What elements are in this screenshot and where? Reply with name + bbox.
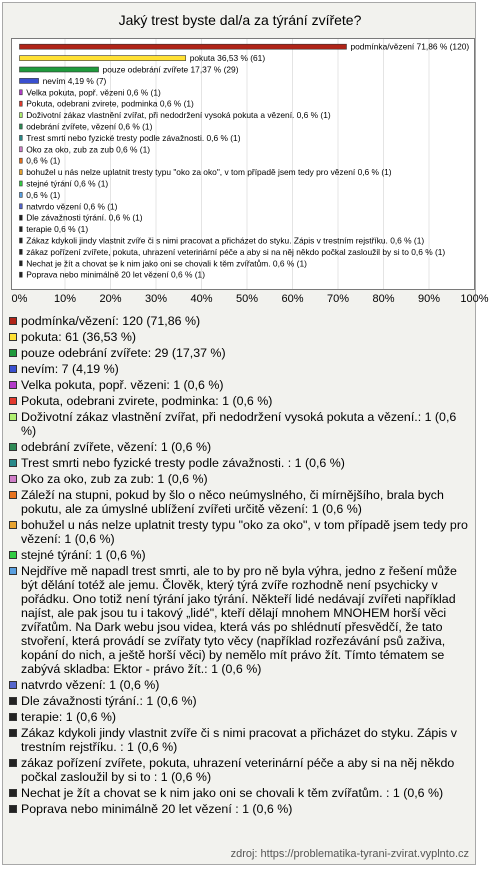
bar-label-9: Oko za oko, zub za zub 0,6 % (1) xyxy=(26,144,151,155)
x-tick-label: 100% xyxy=(460,293,489,305)
legend-label: Záleží na stupni, pokud by šlo o něco neúmyslného, či mírnějšího, brala bych pokutu, ale za úmyslné ublížení zvířeti určitě vězení: 1 (0,6 %) xyxy=(21,488,444,516)
x-tick-label: 0% xyxy=(11,293,28,305)
bar-label-12: stejné týrání 0,6 % (1) xyxy=(26,178,109,189)
legend-label: bohužel u nás nelze uplatnit tresty typu "oko za oko", v tom případě jsem tedy pro vězení: 1 (0,6 %) xyxy=(21,518,468,546)
legend-label: Velka pokuta, popř. vězeni: 1 (0,6 %) xyxy=(21,378,224,392)
x-tick-label: 40% xyxy=(190,293,213,305)
bar-11 xyxy=(20,170,23,175)
x-tick-label: 60% xyxy=(281,293,304,305)
legend-swatch xyxy=(9,729,17,737)
bar-9 xyxy=(20,147,23,152)
legend-item xyxy=(9,410,471,438)
legend-item xyxy=(9,314,471,328)
bar-6 xyxy=(20,113,23,118)
legend-label: Zákaz kdykoli jindy vlastnit zvíře či s nimi pracovat a přicházet do styku. Zápis v trestním rejstříku. : 1 (0,6 %) xyxy=(21,726,457,754)
legend-label: Pokuta, odebrani zvirete, podminka: 1 (0,6 %) xyxy=(21,394,273,408)
legend-label: terapie: 1 (0,6 %) xyxy=(21,710,117,724)
legend-swatch xyxy=(9,551,17,559)
legend-swatch xyxy=(9,413,17,421)
chart-frame xyxy=(2,2,489,865)
bar-plot xyxy=(12,39,474,289)
plot-area xyxy=(11,38,475,290)
legend-item xyxy=(9,362,471,376)
chart-title: Jaký trest byste dal/a za týrání zvířete? xyxy=(118,12,362,28)
bar-label-1: pokuta 36,53 % (61) xyxy=(189,53,266,64)
bar-19 xyxy=(20,261,23,266)
legend-swatch xyxy=(9,805,17,813)
bar-12 xyxy=(20,181,23,186)
legend-label: pouze odebrání zvířete: 29 (17,37 %) xyxy=(21,346,226,360)
bar-2 xyxy=(20,67,99,72)
legend-swatch xyxy=(9,333,17,341)
legend-swatch xyxy=(9,381,17,389)
legend-item xyxy=(9,802,471,816)
x-tick-label: 70% xyxy=(326,293,350,305)
legend-swatch xyxy=(9,681,17,689)
legend-item xyxy=(9,346,471,360)
legend-label: natvrdo vězení: 1 (0,6 %) xyxy=(21,678,160,692)
bar-0 xyxy=(20,44,347,49)
bar-label-15: Dle závažnosti týrání. 0,6 % (1) xyxy=(26,212,143,223)
legend-item xyxy=(9,564,471,676)
legend-item xyxy=(9,548,471,562)
x-tick-label: 10% xyxy=(53,293,77,305)
bar-14 xyxy=(20,204,23,209)
legend-item xyxy=(9,678,471,692)
bar-label-5: Pokuta, odebrani zvirete, podminka 0,6 % (1) xyxy=(26,98,194,109)
x-tick-label: 20% xyxy=(99,293,122,305)
legend-item xyxy=(9,710,471,724)
legend xyxy=(9,314,471,818)
legend-swatch xyxy=(9,443,17,451)
legend-item xyxy=(9,786,471,800)
x-tick-label: 80% xyxy=(372,293,395,305)
legend-item xyxy=(9,756,471,784)
legend-item xyxy=(9,472,471,486)
legend-swatch xyxy=(9,397,17,405)
legend-swatch xyxy=(9,475,17,483)
bar-17 xyxy=(20,238,23,243)
legend-swatch xyxy=(9,759,17,767)
bar-label-4: Velka pokuta, popř. vězeni 0,6 % (1) xyxy=(26,87,161,98)
x-tick-label: 50% xyxy=(235,293,259,305)
legend-swatch xyxy=(9,459,17,467)
bar-3 xyxy=(20,78,39,83)
legend-swatch xyxy=(9,567,17,575)
bar-16 xyxy=(20,227,23,232)
legend-item xyxy=(9,330,471,344)
legend-item xyxy=(9,726,471,754)
bar-label-2: pouze odebrání zvířete 17,37 % (29) xyxy=(102,64,239,75)
legend-item xyxy=(9,488,471,516)
bar-13 xyxy=(20,192,23,197)
legend-item xyxy=(9,456,471,470)
bar-20 xyxy=(20,272,23,277)
bar-label-0: podmínka/vězení 71,86 % (120) xyxy=(350,41,470,52)
bar-label-17: Zákaz kdykoli jindy vlastnit zvíře či s nimi pracovat a přicházet do styku. Zápis v trestním rejstříku. 0,6 % (1) xyxy=(26,235,425,246)
bar-7 xyxy=(20,124,23,129)
x-axis xyxy=(3,293,489,309)
bar-4 xyxy=(20,90,23,95)
bar-label-20: Poprava nebo minimálně 20 let vězení 0,6 % (1) xyxy=(26,269,206,280)
legend-label: Nechat je žít a chovat se k nim jako oni se chovali k těm zvířatům. : 1 (0,6 %) xyxy=(21,786,444,800)
legend-label: Oko za oko, zub za zub: 1 (0,6 %) xyxy=(21,472,208,486)
x-tick-label: 90% xyxy=(417,293,441,305)
legend-swatch xyxy=(9,349,17,357)
bar-label-16: terapie 0,6 % (1) xyxy=(26,224,89,235)
bar-label-7: odebrání zvířete, vězení 0,6 % (1) xyxy=(26,121,153,132)
bar-5 xyxy=(20,101,23,106)
legend-swatch xyxy=(9,365,17,373)
legend-label: odebrání zvířete, vězení: 1 (0,6 %) xyxy=(21,440,212,454)
legend-swatch xyxy=(9,521,17,529)
bar-label-6: Doživotní zákaz vlastnění zvířat, při nedodržení vysoká pokuta a vězení. 0,6 % (1) xyxy=(26,110,331,121)
legend-label: pokuta: 61 (36,53 %) xyxy=(21,330,137,344)
legend-label: nevím: 7 (4,19 %) xyxy=(21,362,119,376)
legend-swatch xyxy=(9,317,17,325)
bar-label-19: Nechat je žít a chovat se k nim jako oni se chovali k těm zvířatům. 0,6 % (1) xyxy=(26,258,307,269)
legend-label: zákaz pořízení zvířete, pokuta, uhrazení veterinární péče a aby si na něj někdo počkal zasloužil by si to : 1 (0,6 %) xyxy=(21,756,455,784)
bar-18 xyxy=(20,249,23,254)
legend-label: Trest smrti nebo fyzické tresty podle závažnosti. : 1 (0,6 %) xyxy=(21,456,345,470)
source-credit: zdroj: https://problematika-tyrani-zvirat.vyplnto.cz xyxy=(230,848,469,860)
legend-swatch xyxy=(9,789,17,797)
legend-item xyxy=(9,694,471,708)
bar-label-18: zákaz pořízení zvířete, pokuta, uhrazení veterinární péče a aby si na něj někdo počkal zasloužil by si to 0,6 % (1) xyxy=(26,246,446,257)
legend-swatch xyxy=(9,491,17,499)
legend-item xyxy=(9,394,471,408)
legend-item xyxy=(9,378,471,392)
legend-label: podmínka/vězení: 120 (71,86 %) xyxy=(21,314,201,328)
bar-10 xyxy=(20,158,23,163)
legend-label: Dle závažnosti týrání.: 1 (0,6 %) xyxy=(21,694,197,708)
legend-label: Poprava nebo minimálně 20 let vězení : 1 (0,6 %) xyxy=(21,802,293,816)
bar-label-8: Trest smrti nebo fyzické tresty podle závažnosti. 0,6 % (1) xyxy=(26,132,241,143)
bar-label-10: 0,6 % (1) xyxy=(26,155,61,166)
legend-item xyxy=(9,518,471,546)
legend-swatch xyxy=(9,697,17,705)
bar-label-13: 0,6 % (1) xyxy=(26,189,61,200)
bar-8 xyxy=(20,135,23,140)
legend-label: Nejdříve mě napadl trest smrti, ale to by pro ně byla výhra, jedno z řešení může být dělání totéž ale jemu. Člověk, který týrá zvíře rozhodně není psychicky v pořádku. Ono totiž není týrání jako týrání. Někteří lidé nedávají zvířeti například najíst, ale pak jsou tu i takový „lidé", kteří dělají mnohem MNOHEM horší věci zvířatům. Na Dark webu jsou videa, která vás po shlédnutí přesvědčí, že tato stvoření, která provádí se zvířaty tyto věcy (například rozřezávání psů zaživa, kopání do nich, a ještě horší věci) by nemělo mít právo žít. Tímto tématem se zabývá skladba: Ektor - právo žít.: 1 (0,6 %) xyxy=(21,564,457,676)
bar-label-11: bohužel u nás nelze uplatnit tresty typu "oko za oko", v tom případě jsem tedy pro vězení 0,6 % (1) xyxy=(26,167,392,178)
bar-15 xyxy=(20,215,23,220)
x-tick-label: 30% xyxy=(144,293,168,305)
legend-label: Doživotní zákaz vlastnění zvířat, při nedodržení vysoká pokuta a vězení.: 1 (0,6 %) xyxy=(21,410,457,438)
bar-1 xyxy=(20,56,186,61)
bar-label-14: natvrdo vězení 0,6 % (1) xyxy=(26,201,118,212)
bar-label-3: nevím 4,19 % (7) xyxy=(42,75,107,86)
legend-swatch xyxy=(9,713,17,721)
legend-item xyxy=(9,440,471,454)
legend-label: stejné týrání: 1 (0,6 %) xyxy=(21,548,146,562)
